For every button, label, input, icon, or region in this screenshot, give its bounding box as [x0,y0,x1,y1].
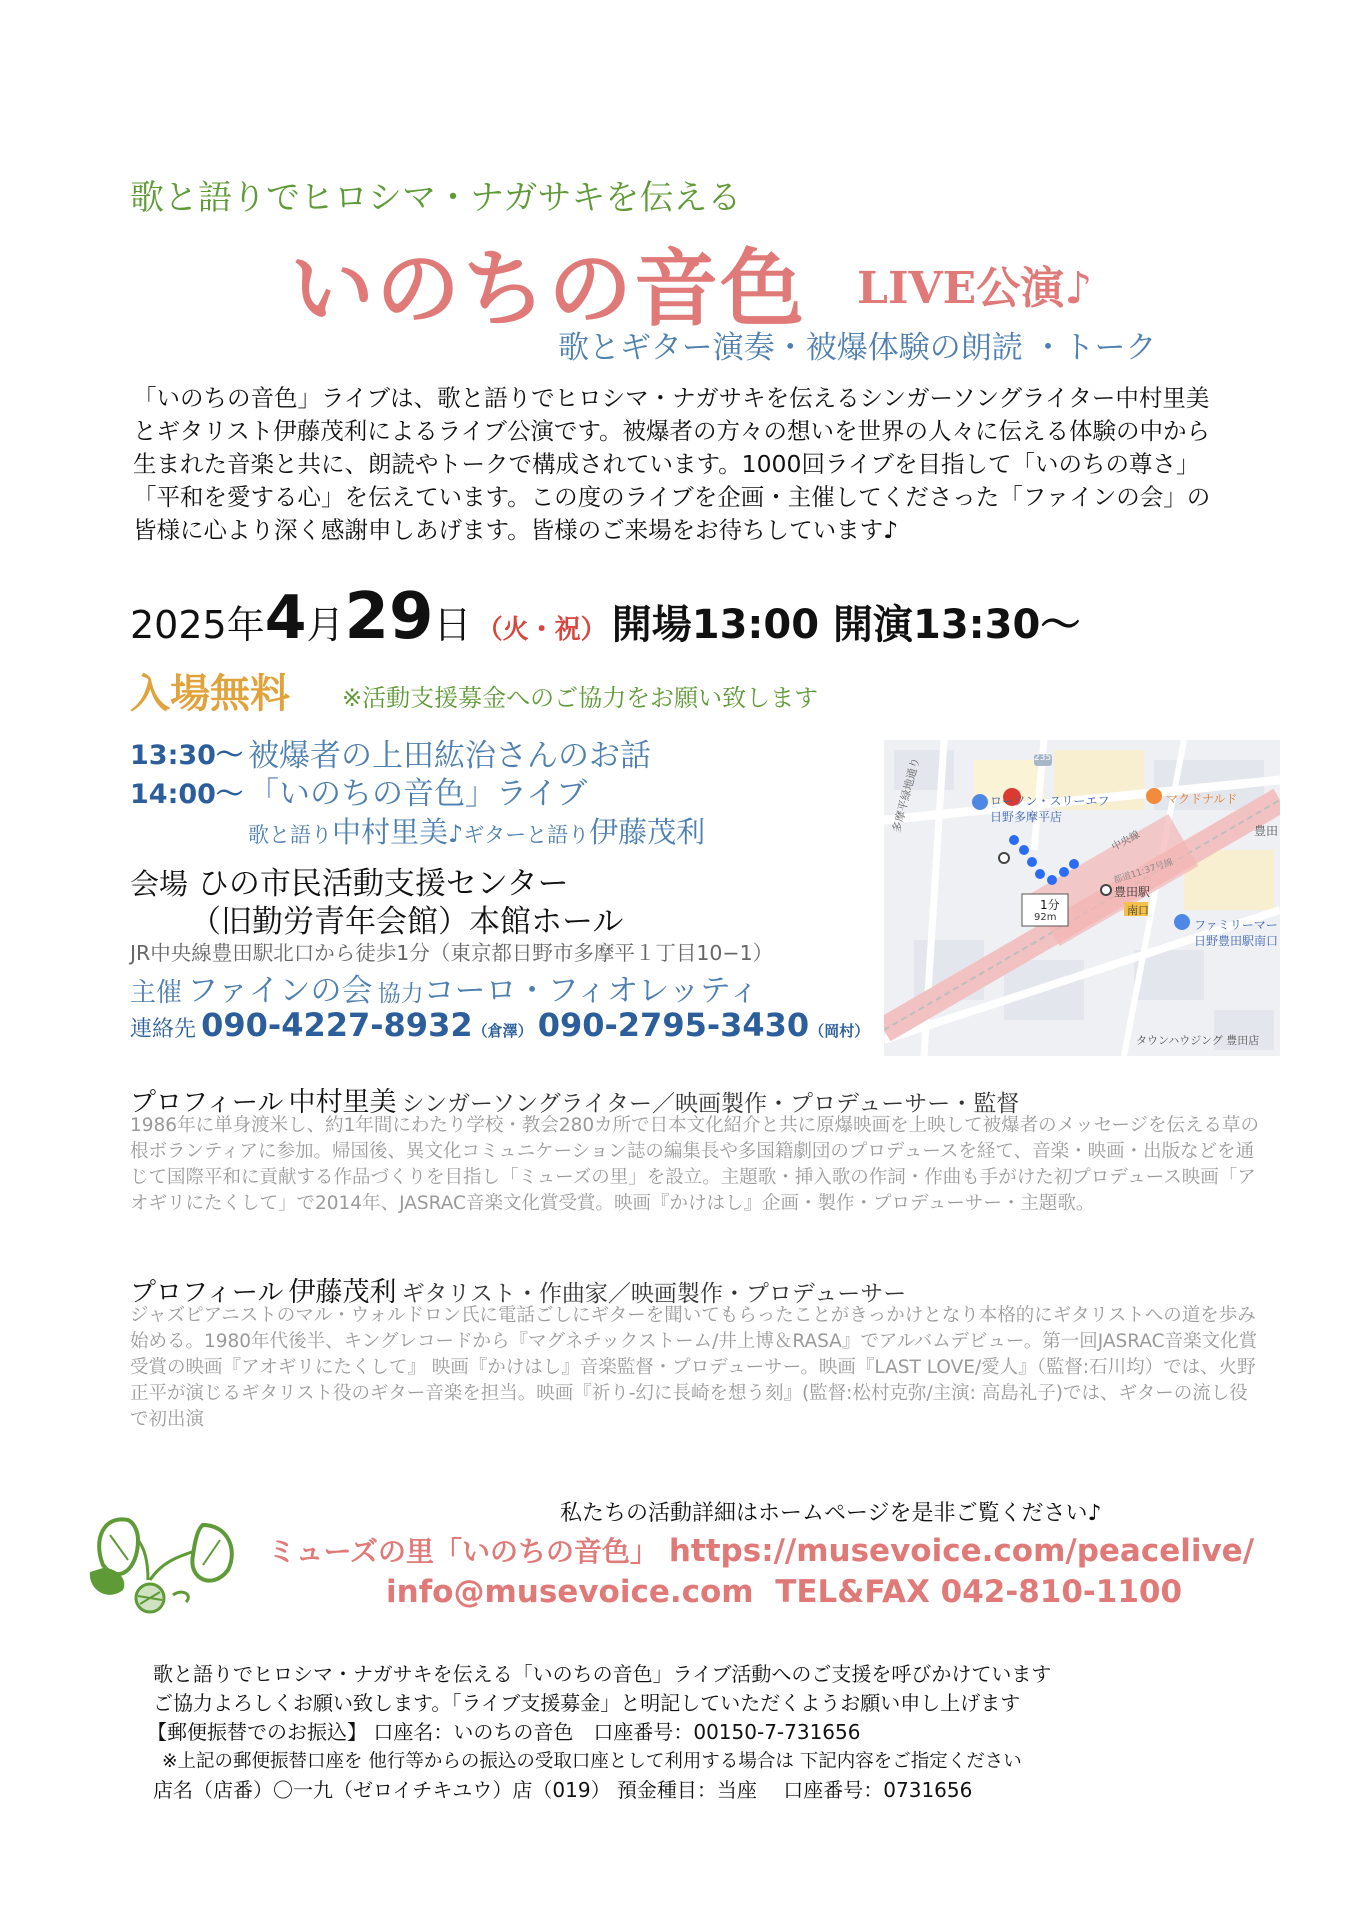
coop-label: 協力 [377,981,424,1007]
contact-person-2: （岡村） [809,1022,870,1040]
map-label-toyo: 豊田 [1254,824,1279,838]
profile-name: 伊藤茂利 [288,1277,397,1308]
map-label-station: 豊田駅 [1114,885,1151,899]
support-line: 【郵便振替でのお振込】 口座名：いのちの音色 口座番号：00150-7-731656 [147,1720,861,1744]
intro-line: 皆様に心より深く感謝申しあげます。皆様のご来場をお待ちしています♪ [133,516,899,544]
profile-label: プロフィール [130,1278,284,1308]
map-label-housing: タウンハウジング 豊田店 [1136,1034,1260,1047]
profile-text-1: 1986年に単身渡米し、約1年間にわたり学校・教会280カ所で日本文化紹介と共に原爆映画を上映して被爆者のメッセージを伝える草の根ボランティアに参加。帰国後、異文化コミュニケーション誌の編集長や多国籍劇団のプロデュースを経て、音楽・映画・出版などを通じて国際平和に貢献する作品づくりを目指し「ミューズの里」を設立。主題歌・挿入歌の作詞・作曲も手がけた初プロデュース映画「アオギリにたくして」で2014年、JASRAC音楽文化賞受賞。映画『かけはし』企画・製作・プロデューサー・主題歌。 [130,1115,1260,1214]
map-label-lawson2: 日野多摩平店 [990,810,1063,824]
contact-label: 連絡先 [130,1017,197,1042]
schedule-desc-1: 被爆者の上田紘治さんのお話 [248,738,651,774]
map-walk-time: 1分 [1040,898,1060,912]
event-year: 2025年 [130,603,265,647]
admission-badge: 入場無料 [130,671,290,717]
admission-note: ※活動支援募金へのご協力をお願い致します [342,684,819,712]
support-line: ※上記の郵便振替口座を 他行等からの振込の受取口座として利用する場合は 下記内容をご指定ください [162,1751,1022,1772]
homepage-line [268,1530,1254,1570]
schedule-time-2: 14:00〜 [130,779,243,810]
event-day: 29 [344,580,434,654]
map-label-central: 中央線 [1110,829,1142,854]
map-label-south-exit: 南口 [1127,904,1149,917]
map-label-lawson: ローソン・スリーエフ [990,794,1110,808]
support-line: 歌と語りでヒロシマ・ナガサキを伝える「いのちの音色」ライブ活動へのご支援を呼びかけています [153,1662,1052,1686]
venue-access: JR中央線豊田駅北口から徒歩1分（東京都日野市多摩平１丁目10−1） [130,941,774,965]
event-times: 開場13:00 開演13:30〜 [611,602,1081,648]
intro-line: 「平和を愛する心」を伝えています。この度のライブを企画・主催してくださった「ファインの会」の [133,483,1211,511]
performer-name-1: 中村里美 [332,815,449,849]
venue-map[interactable] [884,740,1280,1056]
note-icon: ♪ [448,820,464,848]
intro-paragraph [133,382,1210,547]
event-month-unit: 月 [306,603,345,647]
subtitle: 歌とギター演奏・被爆体験の朗読 ・トーク [558,330,1157,366]
profile-label: プロフィール [130,1088,284,1118]
support-line: ご協力よろしくお願い致します。「ライブ支援募金」と明記していただくようお願い申し上げます [153,1691,1021,1715]
coop-name: コーロ・フィオレッティ [423,973,760,1009]
event-month: 4 [264,583,307,653]
intro-line: 「いのちの音色」ライブは、歌と語りでヒロシマ・ナガサキを伝えるシンガーソングライター中村里美 [133,384,1210,412]
contact-person-1: （倉澤） [472,1022,533,1040]
performers-line [248,810,705,851]
homepage-invite: 私たちの活動詳細はホームページを是非ご覧ください♪ [560,1501,1102,1526]
map-label-pref-road: 都道11:37号線 [1112,857,1175,887]
map-label-mcdonalds: マクドナルド [1166,792,1238,806]
venue-label: 会場 [130,867,189,901]
profile-roles: シンガーソングライター／映画製作・プロデューサー・監督 [401,1091,1020,1117]
contact-phone-2[interactable]: 090-2795-3430 [537,1006,810,1044]
profile-roles: ギタリスト・作曲家／映画製作・プロデューサー [401,1281,907,1307]
contact-email-line [386,1574,1182,1610]
plant-logo [88,1510,238,1620]
performer-role-1: 歌と語り [248,823,332,847]
event-day-unit: 日 [433,603,472,647]
organizer-line [130,965,759,1010]
organizer-label: 主催 [130,978,183,1008]
schedule-time-1: 13:30〜 [130,740,243,771]
event-weekday: （火・祝） [476,615,607,645]
tagline: 歌と語りでヒロシマ・ナガサキを伝える [130,178,742,218]
event-date [130,580,1080,660]
organizer-name: ファインの会 [187,973,373,1009]
contact-email[interactable]: info@musevoice.com [386,1574,754,1610]
schedule-desc-2: 「いのちの音色」ライブ [248,776,588,812]
map-label-family2: 日野豊田駅南口 [1194,934,1279,948]
intro-line: とギタリスト伊藤茂利によるライブ公演です。被爆者の方々の想いを世界の人々に伝える体験の中から [133,417,1211,445]
contact-tel-fax: TEL&FAX 042-810-1100 [775,1574,1183,1610]
homepage-url[interactable]: https://musevoice.com/peacelive/ [668,1533,1255,1569]
performer-name-2: 伊藤茂利 [589,815,706,849]
page-title: いのちの音色 [290,239,807,338]
map-walk-distance: 92m [1034,912,1057,923]
support-line: 店名（店番）〇一九（ゼロイチキユウ）店（019） 預金種目：当座 口座番号：0731656 [153,1778,973,1802]
map-graphic [884,740,1280,1056]
title-suffix: LIVE公演♪ [857,263,1093,314]
map-label-family: ファミリーマー [1194,918,1278,932]
profile-name: 中村里美 [288,1087,397,1118]
venue-hall: （旧勤労青年会館）本館ホール [190,904,624,940]
org-name: ミューズの里「いのちの音色」 [268,1535,659,1568]
contact-line [130,1006,869,1044]
venue-name: ひの市民活動支援センター [197,866,569,902]
profile-text-2: ジャズピアニストのマル・ウォルドロン氏に電話ごしにギターを聞いてもらったことがきっかけとなり本格的にギタリストへの道を歩み始める。1980年代後半、キングレコードから『マグネチックストーム/井上博＆RASA』でアルバムデビュー。第一回JASRAC音楽文化賞受賞の映画『アオギリにたくして』 映画『かけはし』音楽監督・プロデューサー。映画『LAST LOVE/愛人』（監督:石川均）では、火野正平が演じるギタリスト役のギター音楽を担当。映画『祈り-幻に長崎を想う刻』(監督:松村克弥/主演: 高島礼子)では、ギターの流し役で初出演 [130,1305,1258,1430]
map-label-street: 多摩平緑地通り [889,756,923,834]
leaf-icon [88,1510,238,1620]
map-label-route: 235 [1034,753,1052,763]
intro-line: 生まれた音楽と共に、朗読やトークで構成されています。1000回ライブを目指して「いのちの尊さ」 [133,450,1200,478]
contact-phone-1[interactable]: 090-4227-8932 [201,1006,473,1044]
performer-role-2: ギターと語り [463,823,590,847]
